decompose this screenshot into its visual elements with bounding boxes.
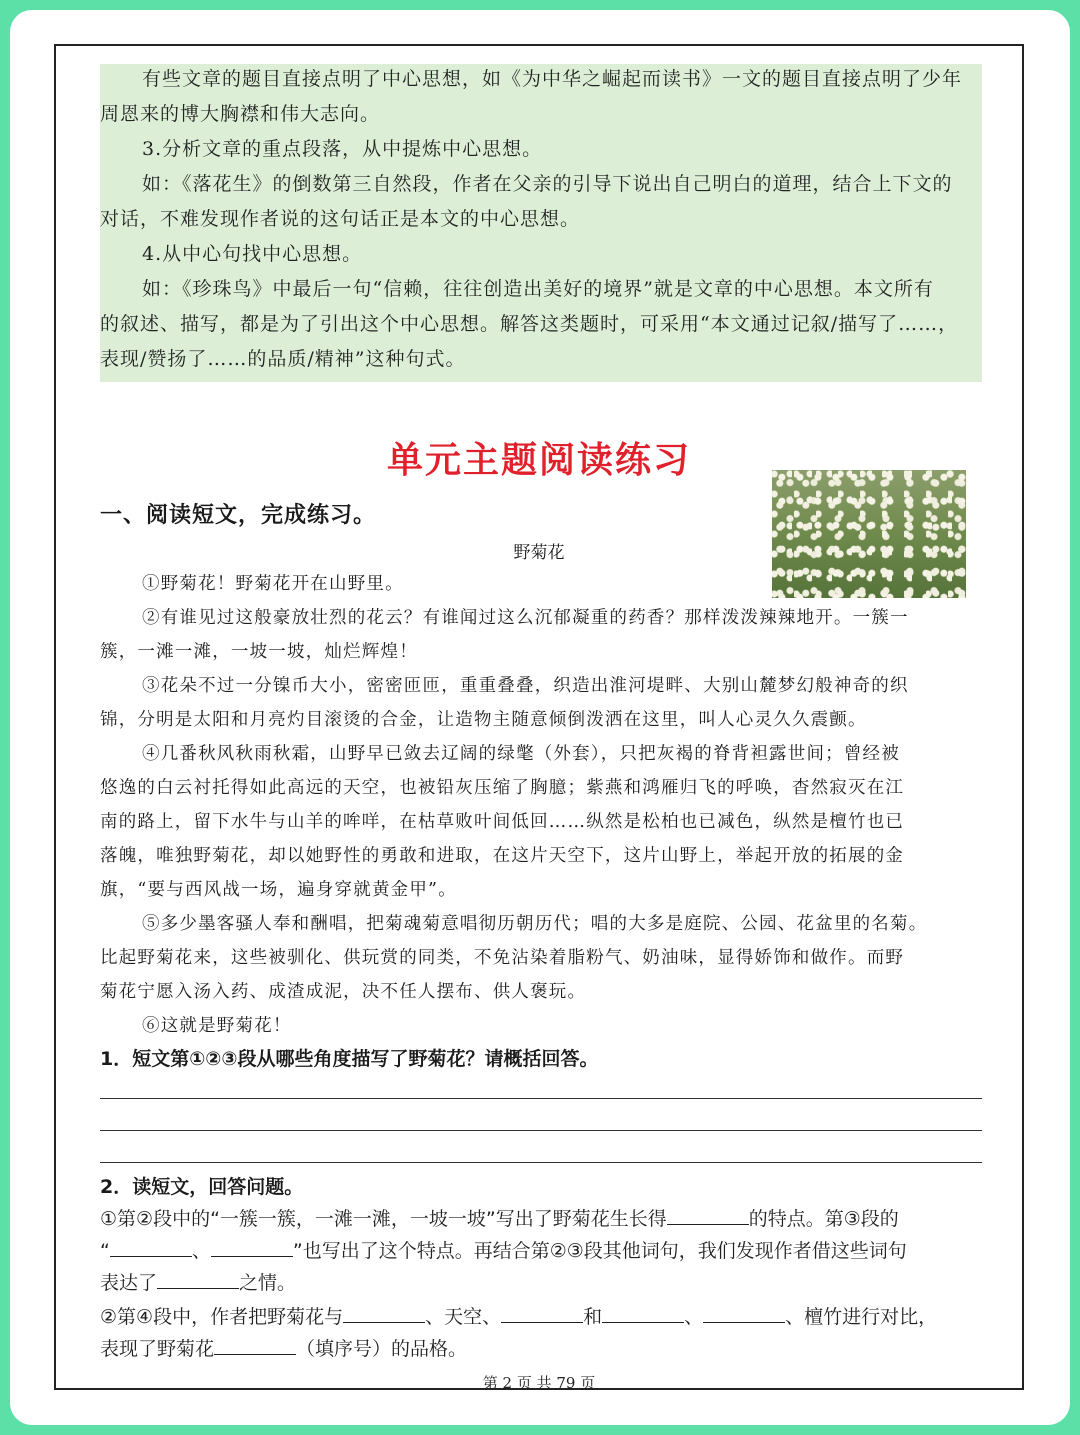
passage-line: ②有谁见过这般豪放壮烈的花云？有谁闻过这么沉郁凝重的药香？那样泼泼辣辣地开。一簇一 (142, 608, 909, 628)
passage-line: ④几番秋风秋雨秋霜，山野早已敛去辽阔的绿氅（外套），只把灰褐的脊背袒露世间；曾经被 (142, 744, 900, 764)
passage-title: 野菊花 (513, 543, 565, 563)
passage-line: 菊花宁愿入汤入药、成渣成泥，决不任人摆布、供人褒玩。 (100, 982, 587, 1002)
fill-blank[interactable] (501, 1304, 583, 1323)
page-footer: 第 2 页 共 79 页 (482, 1374, 596, 1392)
question-2: 2．读短文，回答问题。 (100, 1176, 304, 1198)
passage-line: ⑥这就是野菊花！ (142, 1016, 292, 1036)
passage-line: 锦，分明是太阳和月亮灼目滚烫的合金，让造物主随意倾倒泼洒在这里，叫人心灵久久震颤。 (100, 710, 867, 730)
fill-blank[interactable] (214, 1336, 296, 1355)
method-notes-box (100, 64, 982, 382)
q2-line-1 (100, 1204, 899, 1231)
fill-blank[interactable] (110, 1238, 192, 1257)
q2-text: 、檀竹进行对比， (785, 1306, 938, 1328)
document-page (54, 44, 1024, 1390)
passage-line: ①野菊花！野菊花开在山野里。 (142, 574, 404, 594)
q2-text: 、 (191, 1240, 211, 1262)
answer-line[interactable] (100, 1130, 982, 1131)
fill-blank[interactable] (667, 1206, 749, 1225)
passage-line: 旗，“要与西风战一场，遍身穿就黄金甲”。 (100, 880, 457, 900)
note-line: 如：《落花生》的倒数第三自然段，作者在父亲的引导下说出自己明白的道理，结合上下文的 (142, 173, 953, 195)
q2-line-4 (100, 1302, 937, 1329)
q2-text: 和 (583, 1306, 603, 1328)
note-line: 4.从中心句找中心思想。 (142, 243, 363, 265)
q2-line-5 (100, 1334, 467, 1361)
fill-blank[interactable] (211, 1238, 293, 1257)
note-line: 有些文章的题目直接点明了中心思想，如《为中华之崛起而读书》一文的题目直接点明了少年 (142, 68, 963, 90)
passage-line: ⑤多少墨客骚人奉和酬唱，把菊魂菊意唱彻历朝历代；唱的大多是庭院、公园、花盆里的名菊。 (142, 914, 928, 934)
q2-line-3 (100, 1268, 296, 1295)
q2-text: 的特点。第③段的 (748, 1208, 899, 1230)
q2-line-2 (100, 1236, 907, 1263)
fill-blank[interactable] (703, 1304, 785, 1323)
q2-text: 、 (684, 1306, 704, 1328)
note-line: 3.分析文章的重点段落，从中提炼中心思想。 (142, 138, 543, 160)
q2-text: 表现了野菊花 (100, 1338, 215, 1360)
unit-title: 单元主题阅读练习 (386, 440, 691, 481)
q2-text: 表达了 (100, 1272, 158, 1294)
section-heading: 一、阅读短文，完成练习。 (100, 503, 377, 528)
passage-line: 悠逸的白云衬托得如此高远的天空，也被铅灰压缩了胸臆；紫燕和鸿雁归飞的呼唤，杳然寂灭在江 (100, 778, 905, 798)
q2-text: 、天空、 (425, 1306, 502, 1328)
note-line: 周恩来的博大胸襟和伟大志向。 (100, 103, 381, 125)
note-line: 如：《珍珠鸟》中最后一句“信赖，往往创造出美好的境界”就是文章的中心思想。本文所有 (142, 278, 934, 300)
fill-blank[interactable] (157, 1270, 239, 1289)
answer-line[interactable] (100, 1098, 982, 1099)
note-line: 表现/赞扬了……的品质/精神”这种句式。 (100, 348, 466, 370)
passage-line: 南的路上，留下水牛与山羊的哞咩，在枯草败叶间低回……纵然是松柏也已减色，纵然是檀竹也已 (100, 812, 905, 832)
note-line: 对话，不难发现作者说的这句话正是本文的中心思想。 (100, 208, 581, 230)
question-1: 1．短文第①②③段从哪些角度描写了野菊花？请概括回答。 (100, 1048, 599, 1070)
fill-blank[interactable] (343, 1304, 425, 1323)
q2-text: “ (100, 1240, 110, 1262)
passage-line: 比起野菊花来，这些被驯化、供玩赏的同类，不免沾染着脂粉气、奶油味，显得娇饰和做作。而野 (100, 948, 905, 968)
answer-line[interactable] (100, 1162, 982, 1163)
note-line: 的叙述、描写，都是为了引出这个中心思想。解答这类题时，可采用“本文通过记叙/描写了……， (100, 313, 959, 335)
passage-line: 簇，一滩一滩，一坡一坡，灿烂辉煌！ (100, 642, 418, 662)
q2-text: ”也写出了这个特点。再结合第②③段其他词句，我们发现作者借这些词句 (292, 1240, 907, 1262)
q2-text: （填序号）的品格。 (296, 1338, 468, 1360)
q2-text: ①第②段中的“一簇一簇，一滩一滩，一坡一坡”写出了野菊花生长得 (100, 1208, 667, 1230)
passage-line: ③花朵不过一分镍币大小，密密匝匝，重重叠叠，织造出淮河堤畔、大别山麓梦幻般神奇的织 (142, 676, 909, 696)
passage-line: 落魄，唯独野菊花，却以她野性的勇敢和进取，在这片天空下，这片山野上，举起开放的拓展的金 (100, 846, 905, 866)
wild-chrysanthemum-photo (772, 470, 966, 598)
q2-text: ②第④段中，作者把野菊花与 (100, 1306, 344, 1328)
q2-text: 之情。 (239, 1272, 297, 1294)
fill-blank[interactable] (602, 1304, 684, 1323)
